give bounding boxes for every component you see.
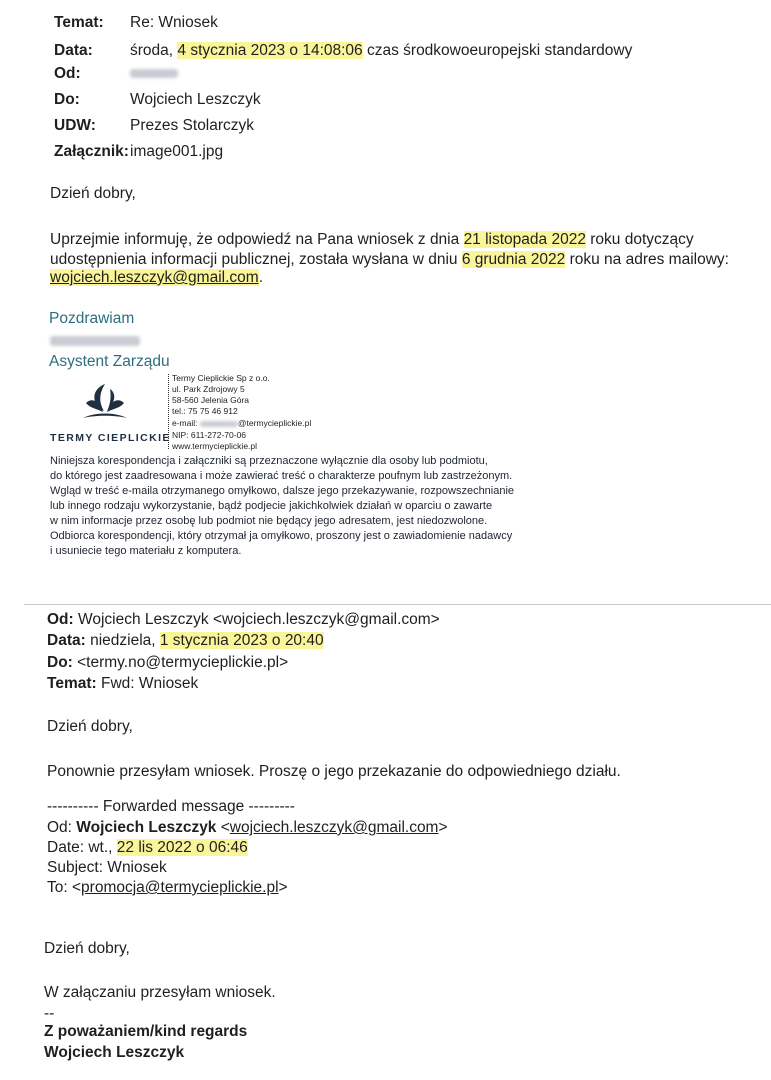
signer-role: Asystent Zarządu bbox=[49, 353, 170, 370]
subject-label: Temat: bbox=[54, 14, 104, 31]
reply-line-2: udostępnienia informacji publicznej, została wysłana w dniu 6 grudnia 2022 roku na adres mailowy: bbox=[50, 251, 729, 268]
orig-greeting: Dzień dobry, bbox=[47, 718, 133, 735]
attachment-label: Załącznik: bbox=[54, 143, 129, 160]
from-label: Od: bbox=[54, 65, 81, 82]
company-email: e-mail: @termycieplickie.pl bbox=[172, 418, 312, 428]
reply-email-link[interactable]: wojciech.leszczyk@gmail.com bbox=[50, 269, 259, 286]
signature-divider bbox=[168, 374, 169, 449]
disclaimer-line-5: w nim informacje przez osobę lub podmiot nie będący jego adresatem, jest niedozwolone. bbox=[50, 515, 488, 527]
redacted-signer bbox=[50, 336, 140, 346]
reply-greeting: Dzień dobry, bbox=[50, 185, 136, 202]
company-www: www.termycieplickie.pl bbox=[172, 441, 258, 451]
bcc-value: Prezes Stolarczyk bbox=[130, 117, 255, 134]
regards: Pozdrawiam bbox=[49, 310, 135, 327]
forwarded-divider: ---------- Forwarded message --------- bbox=[47, 798, 295, 815]
date-value: środa, 4 stycznia 2023 o 14:08:06 czas środkowoeuropejski standardowy bbox=[130, 42, 633, 59]
orig-to: Do: <termy.no@termycieplickie.pl> bbox=[47, 654, 289, 671]
disclaimer-line-1: Niniejsza korespondencja i załączniki są przeznaczone wyłącznie dla osoby lub podmiotu, bbox=[50, 455, 488, 467]
orig-from: Od: Wojciech Leszczyk <wojciech.leszczyk@gmail.com> bbox=[47, 611, 440, 628]
redacted-sender bbox=[130, 69, 178, 78]
fwd-from-email-link[interactable]: wojciech.leszczyk@gmail.com bbox=[229, 819, 439, 836]
reply-line-3: wojciech.leszczyk@gmail.com. bbox=[50, 269, 263, 286]
quote-separator bbox=[24, 604, 771, 605]
orig-subject: Temat: Fwd: Wniosek bbox=[47, 675, 199, 692]
disclaimer-line-4: lub innego rodzaju wykorzystanie, bądź podjecie jakichkolwiek działań w oparciu o zawarte bbox=[50, 500, 493, 512]
fwd-greeting: Dzień dobry, bbox=[44, 940, 130, 957]
logo-wordmark: TERMY CIEPLICKIE bbox=[50, 432, 171, 444]
disclaimer-line-6: Odbiorca korespondencji, który otrzymał ja omyłkowo, proszony jest o zawiadomienie nadawcy bbox=[50, 530, 513, 542]
subject-value: Re: Wniosek bbox=[130, 14, 218, 31]
disclaimer-line-3: Wgląd w treść e-maila otrzymanego omyłkowo, dalsze jego przekazywanie, rozpowszechnianie bbox=[50, 485, 515, 497]
company-nip: NIP: 611-272-70-06 bbox=[172, 430, 247, 440]
disclaimer-line-7: i usuniecie tego materiału z komputera. bbox=[50, 545, 242, 557]
bcc-label: UDW: bbox=[54, 117, 96, 134]
fwd-subject: Subject: Wniosek bbox=[47, 859, 167, 876]
fwd-body: W załączaniu przesyłam wniosek. bbox=[44, 984, 276, 1001]
orig-body: Ponownie przesyłam wniosek. Proszę o jego przekazanie do odpowiedniego działu. bbox=[47, 763, 621, 780]
to-value: Wojciech Leszczyk bbox=[130, 91, 261, 108]
fwd-from: Od: Wojciech Leszczyk <wojciech.leszczyk@gmail.com> bbox=[47, 819, 448, 836]
attachment-value: image001.jpg bbox=[130, 143, 224, 160]
to-label: Do: bbox=[54, 91, 80, 108]
date-label: Data: bbox=[54, 42, 93, 59]
orig-date: Data: niedziela, 1 stycznia 2023 o 20:40 bbox=[47, 632, 324, 649]
fwd-to: To: <promocja@termycieplickie.pl> bbox=[47, 879, 288, 896]
company-line-1: Termy Cieplickie Sp z o.o. bbox=[172, 373, 270, 383]
sig-name: Wojciech Leszczyk bbox=[44, 1044, 185, 1061]
sig-regards: Z poważaniem/kind regards bbox=[44, 1023, 248, 1040]
fwd-date: Date: wt., 22 lis 2022 o 06:46 bbox=[47, 839, 248, 856]
company-line-2: ul. Park Zdrojowy 5 bbox=[172, 384, 245, 394]
company-line-4: tel.: 75 75 46 912 bbox=[172, 406, 238, 416]
fwd-to-email-link[interactable]: promocja@termycieplickie.pl bbox=[81, 879, 279, 896]
reply-line-1: Uprzejmie informuję, że odpowiedź na Pana wniosek z dnia 21 listopada 2022 roku dotyczący bbox=[50, 231, 694, 248]
sig-dash: -- bbox=[44, 1005, 55, 1022]
company-line-3: 58-560 Jelenia Góra bbox=[172, 395, 250, 405]
disclaimer-line-2: do którego jest zaadresowana i może zawierać treść o charakterze poufnym lub zastrzeżonym. bbox=[50, 470, 513, 482]
termy-logo-icon bbox=[80, 381, 130, 423]
